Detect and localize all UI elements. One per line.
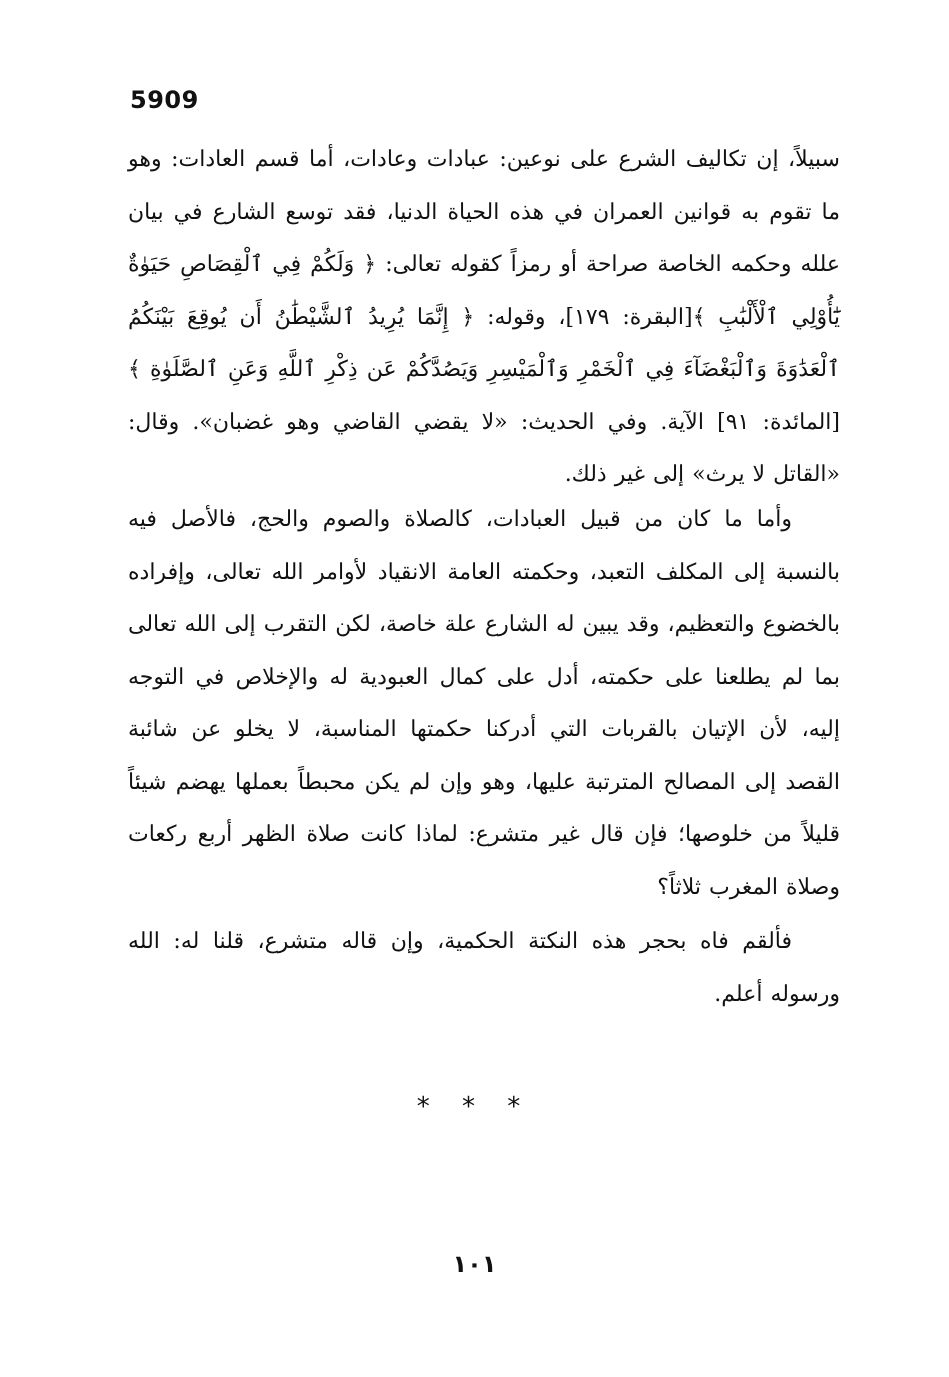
reference-number: 5909 <box>130 86 199 114</box>
section-divider: * * * <box>416 1092 533 1122</box>
paragraph-conclusion: فألقم فاه بحجر هذه النكتة الحكمية، وإن قاله متشرع، قلنا له: الله ورسوله أعلم. <box>128 929 840 1007</box>
page-number: ١٠١ <box>452 1250 497 1278</box>
paragraph-customs: سبيلاً، إن تكاليف الشرع على نوعين: عبادات وعادات، أما قسم العادات: وهو ما تقوم به قوانين العمران في هذه الحياة الدنيا، فقد توسع الشارع في بيان علله وحكمه الخاصة صراحة أو رمزاً كقوله تعالى: ﴿ وَلَكُمْ فِي ٱلْقِصَاصِ حَيَوٰةٌ يَٰٓأُوْلِي ٱلْأَلْبَٰبِ ﴾[البقرة: ١٧٩]، وقوله: ﴿ إِنَّمَا يُرِيدُ ٱلشَّيْطَٰنُ أَن يُوقِعَ بَيْنَكُمُ ٱلْعَدَٰوَةَ وَٱلْبَغْضَآءَ فِي ٱلْخَمْرِ وَٱلْمَيْسِرِ وَيَصُدَّكُمْ عَن ذِكْرِ ٱللَّهِ وَعَنِ ٱلصَّلَوٰةِ ﴾[المائدة: ٩١] الآية. وفي الحديث: «لا يقضي القاضي وهو غضبان». وقال: «القاتل لا يرث» إلى غير ذلك. <box>128 147 840 487</box>
paragraph-worship: وأما ما كان من قبيل العبادات، كالصلاة والصوم والحج، فالأصل فيه بالنسبة إلى المكلف التعبد، وحكمته العامة الانقياد لأوامر الله تعالى، وإفراده بالخضوع والتعظيم، وقد يبين له الشارع علة خاصة، لكن التقرب إلى الله تعالى بما لم يطلعنا على حكمته، أدل على كمال العبودية له والإخلاص في التوجه إليه، لأن الإتيان بالقربات التي أدركنا حكمتها المناسبة، لا يخلو عن شائبة القصد إلى المصالح المترتبة عليها، وهو وإن لم يكن محبطاً بعملها يهضم شيئاً قليلاً من خلوصها؛ فإن قال غير متشرع: لماذا كانت صلاة الظهر أربع ركعات وصلاة المغرب ثلاثاً؟ <box>128 507 840 900</box>
